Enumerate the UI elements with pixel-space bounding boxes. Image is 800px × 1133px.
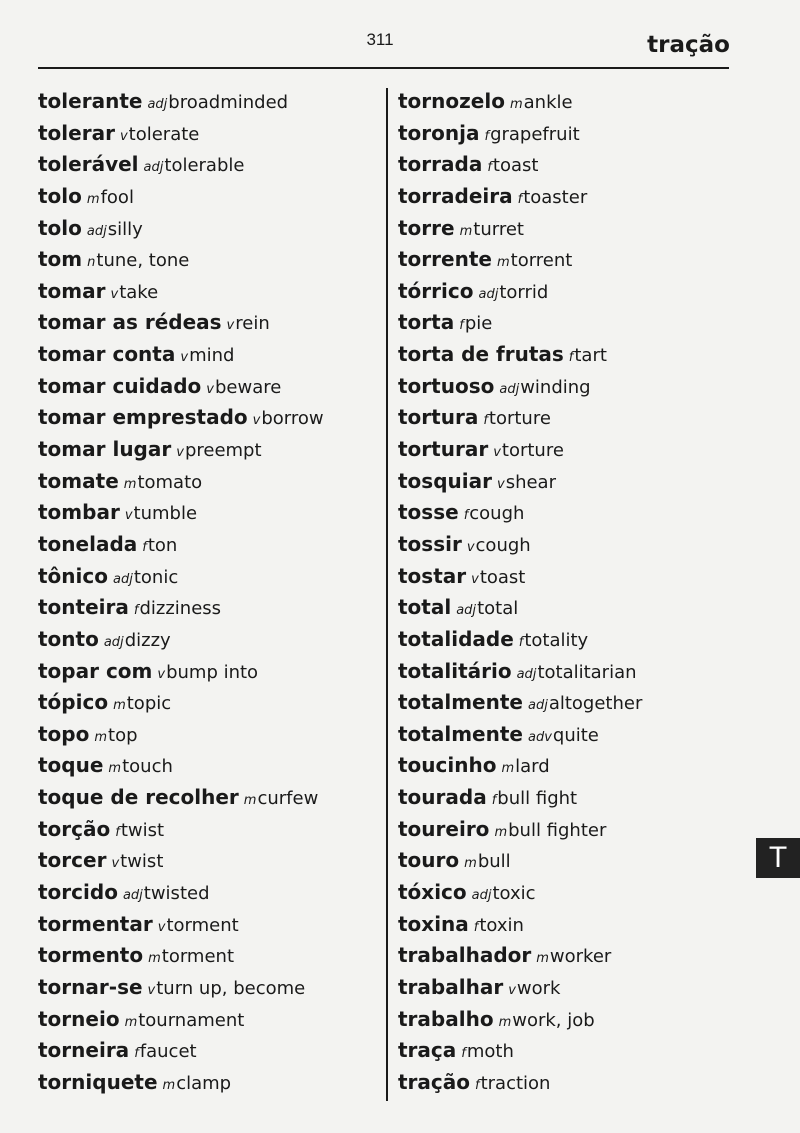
part-of-speech: v: [119, 128, 128, 144]
translation: torment: [166, 914, 239, 936]
dictionary-entry: [38, 402, 324, 434]
headword: tomar emprestado: [38, 405, 248, 430]
dictionary-entry: [38, 1035, 324, 1067]
dictionary-entry: [38, 845, 324, 877]
headword: torturar: [398, 437, 489, 462]
part-of-speech: adj: [143, 160, 164, 176]
dictionary-entry: [38, 909, 324, 941]
dictionary-entry: [398, 86, 642, 118]
column-divider: [386, 88, 388, 1101]
headword: tortuoso: [398, 373, 495, 398]
dictionary-entry: [38, 339, 324, 371]
translation: torrent: [510, 250, 573, 272]
part-of-speech: adj: [478, 286, 499, 302]
dictionary-entry: [38, 940, 324, 972]
translation: work: [516, 977, 561, 999]
headword: tolo: [38, 215, 82, 240]
translation: tolerable: [164, 155, 245, 177]
translation: torture: [501, 440, 564, 462]
dictionary-entry: [38, 213, 324, 245]
part-of-speech: f: [134, 1046, 139, 1062]
headword: torcer: [38, 848, 107, 873]
translation: beware: [214, 376, 282, 398]
dictionary-entry: [38, 244, 324, 276]
part-of-speech: m: [113, 698, 126, 714]
headword: tolerante: [38, 89, 143, 113]
dictionary-entry: [398, 972, 642, 1004]
headword: tom: [38, 247, 83, 272]
headword: torneio: [38, 1006, 120, 1031]
part-of-speech: m: [124, 1014, 138, 1030]
headword: torrada: [398, 152, 483, 177]
dictionary-entry: [38, 276, 324, 308]
translation: tonic: [133, 566, 179, 588]
dictionary-entry: [38, 1067, 324, 1099]
part-of-speech: f: [115, 824, 120, 840]
translation: total: [477, 598, 519, 620]
translation: torment: [161, 946, 235, 968]
part-of-speech: f: [491, 793, 497, 809]
translation: take: [119, 281, 159, 303]
part-of-speech: m: [162, 1077, 176, 1093]
translation: altogether: [548, 693, 643, 715]
part-of-speech: f: [133, 603, 139, 619]
dictionary-entry: [38, 719, 324, 751]
dictionary-entry: [398, 624, 642, 656]
headword: topar com: [38, 658, 153, 683]
dictionary-entry: [38, 972, 324, 1004]
part-of-speech: m: [108, 761, 122, 777]
translation: torrid: [499, 281, 549, 303]
headword: tomate: [38, 468, 119, 493]
part-of-speech: adj: [122, 888, 143, 904]
dictionary-entry: [38, 529, 324, 561]
dictionary-entry: [38, 307, 324, 339]
dictionary-entry: [398, 276, 642, 308]
part-of-speech: v: [180, 350, 189, 366]
part-of-speech: f: [463, 508, 469, 524]
headword: tomar: [38, 278, 106, 303]
headword: tração: [398, 1069, 471, 1094]
translation: lard: [515, 756, 550, 778]
headword: torta de frutas: [398, 342, 564, 367]
translation: tournament: [138, 1009, 245, 1031]
headword: toque de recolher: [38, 785, 239, 810]
headword: tombar: [38, 500, 120, 525]
translation: grapefruit: [490, 123, 580, 145]
dictionary-entry: [398, 466, 642, 498]
translation: twist: [120, 819, 165, 841]
part-of-speech: v: [496, 476, 505, 492]
headword: toucinho: [398, 753, 497, 778]
translation: totality: [524, 629, 589, 651]
part-of-speech: adj: [456, 603, 477, 619]
right-column: [398, 86, 642, 1099]
headword: torção: [38, 816, 111, 841]
part-of-speech: adj: [103, 634, 124, 650]
dictionary-entry: [398, 1004, 642, 1036]
translation: mind: [189, 345, 235, 367]
part-of-speech: f: [487, 160, 492, 176]
dictionary-entry: [398, 213, 642, 245]
headword: torneira: [38, 1038, 130, 1063]
part-of-speech: adj: [516, 666, 537, 682]
translation: tune, tone: [96, 250, 190, 272]
dictionary-entry: [398, 877, 642, 909]
part-of-speech: f: [473, 919, 479, 935]
dictionary-entry: [38, 561, 324, 593]
part-of-speech: v: [252, 413, 261, 429]
translation: tumble: [133, 503, 198, 525]
part-of-speech: f: [459, 318, 464, 334]
dictionary-entry: [398, 909, 642, 941]
part-of-speech: m: [464, 856, 477, 872]
translation: toaster: [523, 186, 588, 208]
translation: bull fight: [497, 788, 578, 810]
dictionary-entry: [38, 782, 324, 814]
translation: toast: [492, 155, 539, 177]
dictionary-entry: [398, 371, 642, 403]
part-of-speech: m: [501, 761, 515, 777]
dictionary-entry: [38, 497, 324, 529]
headword: total: [398, 595, 452, 620]
translation: pie: [464, 313, 493, 335]
dictionary-entry: [398, 561, 642, 593]
headword: trabalhador: [398, 943, 532, 968]
translation: shear: [505, 471, 556, 493]
headword: traça: [398, 1038, 457, 1063]
left-column: [38, 86, 324, 1099]
part-of-speech: f: [475, 1077, 480, 1093]
translation: twist: [120, 851, 164, 873]
part-of-speech: m: [459, 223, 473, 239]
translation: fool: [100, 186, 134, 208]
part-of-speech: f: [568, 350, 574, 366]
headword: tônico: [38, 563, 108, 588]
translation: winding: [520, 376, 591, 398]
headword: tomar as rédeas: [38, 310, 222, 335]
part-of-speech: f: [484, 128, 490, 144]
dictionary-entry: [398, 750, 642, 782]
translation: cough: [475, 534, 531, 556]
headword: toxina: [398, 911, 469, 936]
headword: toronja: [398, 120, 480, 145]
headword: torre: [398, 215, 455, 240]
headword: tosse: [398, 500, 459, 525]
translation: totalitarian: [537, 661, 637, 683]
translation: toxic: [492, 883, 536, 905]
dictionary-entry: [38, 371, 324, 403]
part-of-speech: m: [494, 824, 508, 840]
part-of-speech: m: [496, 255, 510, 271]
dictionary-entry: [38, 181, 324, 213]
translation: topic: [126, 693, 172, 715]
translation: bull fighter: [508, 819, 607, 841]
translation: worker: [549, 946, 612, 968]
part-of-speech: m: [498, 1014, 512, 1030]
part-of-speech: m: [86, 191, 100, 207]
dictionary-entry: [38, 434, 324, 466]
headword: totalidade: [398, 626, 514, 651]
translation: broadminded: [168, 92, 289, 113]
translation: touch: [122, 756, 173, 778]
dictionary-entry: [38, 877, 324, 909]
part-of-speech: m: [94, 729, 108, 745]
part-of-speech: m: [509, 97, 523, 112]
thumb-index-tab: T: [756, 838, 800, 878]
part-of-speech: v: [110, 286, 119, 302]
translation: bump into: [166, 661, 259, 683]
translation: turn up, become: [156, 977, 306, 999]
part-of-speech: v: [124, 508, 133, 524]
page-number: 311: [366, 30, 394, 49]
dictionary-entry: [38, 86, 324, 118]
headword: tornar-se: [38, 974, 143, 999]
translation: work, job: [512, 1009, 595, 1031]
part-of-speech: adj: [113, 571, 133, 587]
translation: turret: [473, 218, 524, 240]
part-of-speech: v: [471, 571, 479, 587]
translation: curfew: [257, 788, 319, 810]
translation: moth: [466, 1041, 514, 1063]
headword: totalmente: [398, 690, 523, 715]
dictionary-entry: [38, 149, 324, 181]
translation: ankle: [523, 92, 573, 113]
part-of-speech: v: [493, 445, 501, 461]
part-of-speech: adj: [471, 888, 492, 904]
dictionary-entry: [398, 782, 642, 814]
header-rule: [38, 67, 729, 69]
dictionary-entry: [398, 339, 642, 371]
headword: tolerável: [38, 152, 139, 177]
part-of-speech: n: [87, 255, 96, 271]
headword: tomar lugar: [38, 437, 172, 462]
dictionary-entry: [38, 814, 324, 846]
part-of-speech: f: [461, 1046, 466, 1062]
headword: tossir: [398, 531, 462, 556]
headword: toureiro: [398, 816, 490, 841]
translation: torture: [488, 408, 551, 430]
dictionary-entry: [398, 402, 642, 434]
part-of-speech: m: [148, 951, 161, 967]
dictionary-entry: [38, 750, 324, 782]
part-of-speech: m: [243, 793, 257, 809]
part-of-speech: f: [518, 634, 524, 650]
dictionary-entry: [38, 592, 324, 624]
part-of-speech: v: [111, 856, 120, 872]
headword: tolerar: [38, 120, 115, 145]
headword: torrente: [398, 247, 492, 272]
dictionary-entry: [398, 434, 642, 466]
headword: tormento: [38, 943, 144, 968]
dictionary-entry: [398, 181, 642, 213]
guide-word: tração: [647, 32, 730, 58]
translation: clamp: [176, 1072, 232, 1094]
headword: torradeira: [398, 183, 513, 208]
translation: quite: [552, 724, 599, 746]
translation: toxin: [479, 914, 524, 936]
headword: tonelada: [38, 531, 138, 556]
dictionary-entry: [398, 149, 642, 181]
headword: totalmente: [398, 721, 523, 746]
translation: preempt: [184, 440, 262, 462]
part-of-speech: adj: [499, 381, 520, 397]
headword: topo: [38, 721, 90, 746]
part-of-speech: m: [536, 951, 549, 967]
translation: tolerate: [128, 123, 200, 145]
headword: tourada: [398, 785, 487, 810]
dictionary-entry: [398, 940, 642, 972]
dictionary-entry: [398, 244, 642, 276]
headword: tortura: [398, 405, 479, 430]
part-of-speech: adj: [86, 223, 107, 239]
dictionary-entry: [398, 118, 642, 150]
headword: trabalho: [398, 1006, 494, 1031]
part-of-speech: v: [147, 982, 156, 998]
translation: toast: [479, 566, 526, 588]
part-of-speech: f: [483, 413, 488, 429]
headword: tomar cuidado: [38, 373, 202, 398]
dictionary-entry: [38, 687, 324, 719]
headword: tóxico: [398, 880, 467, 905]
dictionary-entry: [398, 592, 642, 624]
headword: tomar conta: [38, 342, 176, 367]
part-of-speech: v: [206, 381, 214, 397]
headword: torniquete: [38, 1069, 158, 1094]
translation: tomato: [137, 471, 203, 493]
dictionary-entry: [38, 624, 324, 656]
part-of-speech: v: [508, 982, 516, 998]
dictionary-entry: [398, 845, 642, 877]
translation: ton: [147, 534, 178, 556]
headword: torcido: [38, 880, 118, 905]
headword: totalitário: [398, 658, 512, 683]
translation: twisted: [143, 883, 210, 905]
headword: touro: [398, 848, 460, 873]
headword: tonteira: [38, 595, 129, 620]
translation: silly: [107, 218, 143, 240]
dictionary-entry: [398, 814, 642, 846]
translation: dizziness: [139, 598, 222, 620]
part-of-speech: m: [123, 476, 137, 492]
translation: tart: [574, 345, 607, 367]
part-of-speech: adv: [527, 729, 552, 745]
part-of-speech: f: [517, 191, 523, 207]
translation: cough: [469, 503, 525, 525]
dictionary-entry: [38, 1004, 324, 1036]
part-of-speech: adj: [147, 97, 168, 112]
headword: tópico: [38, 690, 109, 715]
dictionary-entry: [398, 1067, 642, 1099]
headword: tormentar: [38, 911, 153, 936]
dictionary-entry: [398, 656, 642, 688]
headword: tonto: [38, 626, 99, 651]
translation: bull: [477, 851, 511, 873]
dictionary-entry: [38, 656, 324, 688]
part-of-speech: v: [226, 318, 235, 334]
part-of-speech: v: [157, 919, 166, 935]
translation: borrow: [261, 408, 324, 430]
headword: toque: [38, 753, 104, 778]
part-of-speech: v: [176, 445, 184, 461]
headword: tosquiar: [398, 468, 492, 493]
dictionary-entry: [398, 1035, 642, 1067]
dictionary-entry: [398, 307, 642, 339]
headword: tostar: [398, 563, 467, 588]
dictionary-entry: [398, 687, 642, 719]
translation: dizzy: [124, 629, 171, 651]
part-of-speech: v: [157, 666, 166, 682]
translation: faucet: [139, 1041, 197, 1063]
dictionary-entry: [398, 719, 642, 751]
headword: tornozelo: [398, 89, 505, 113]
headword: torta: [398, 310, 455, 335]
dictionary-entry: [398, 497, 642, 529]
translation: traction: [480, 1072, 551, 1094]
translation: rein: [235, 313, 270, 335]
part-of-speech: adj: [527, 698, 548, 714]
dictionary-entry: [38, 466, 324, 498]
translation: top: [108, 724, 138, 746]
headword: tolo: [38, 183, 82, 208]
dictionary-entry: [38, 118, 324, 150]
part-of-speech: v: [466, 539, 475, 555]
headword: trabalhar: [398, 974, 504, 999]
headword: tórrico: [398, 278, 474, 303]
part-of-speech: f: [142, 539, 147, 555]
dictionary-entry: [398, 529, 642, 561]
